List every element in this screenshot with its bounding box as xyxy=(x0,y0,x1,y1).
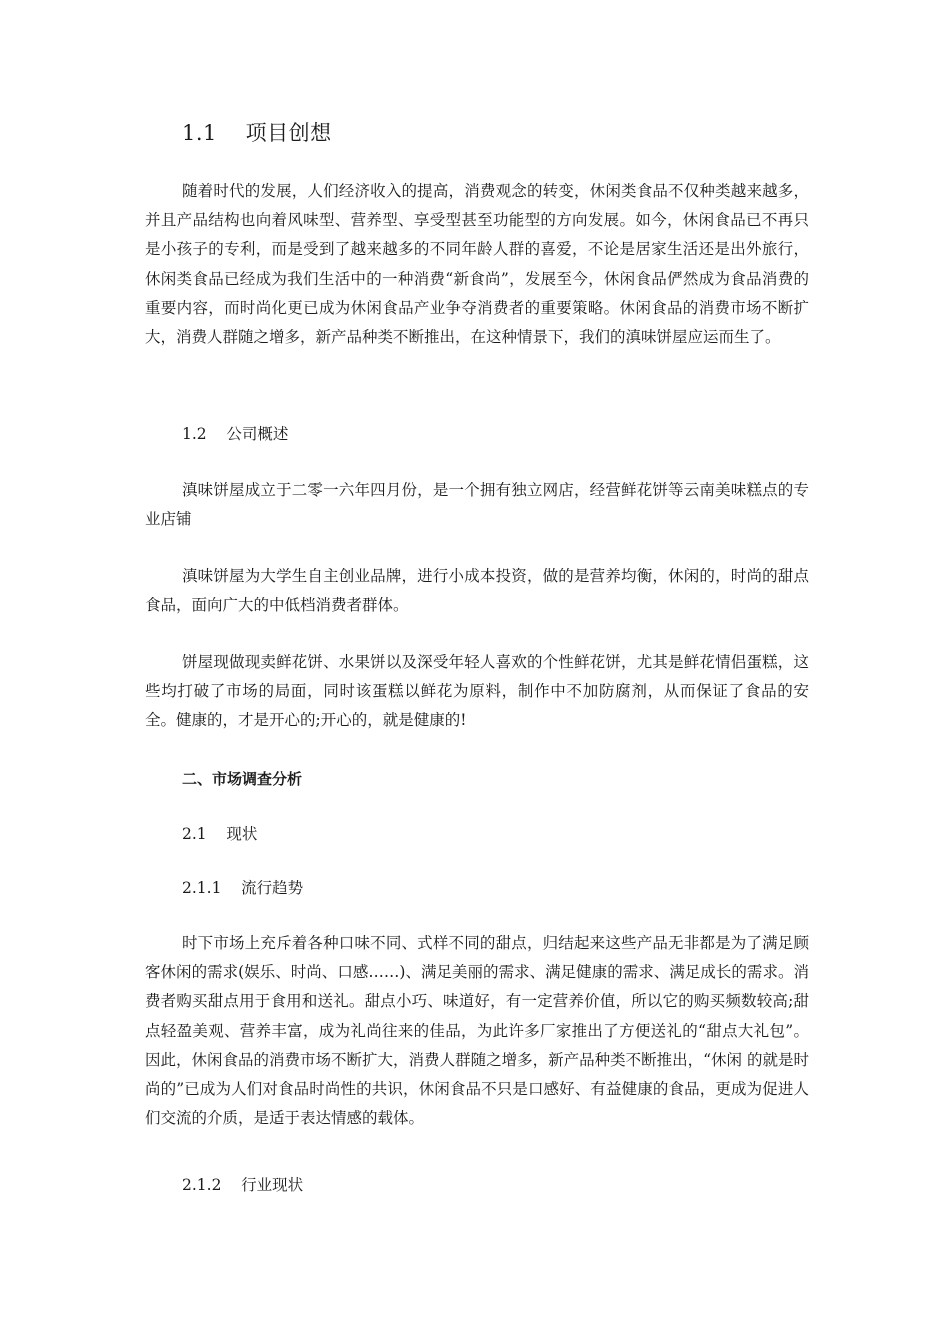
paragraph-trends: 时下市场上充斥着各种口味不同、式样不同的甜点，归结起来这些产品无非都是为了满足顾客休闲的需求(娱乐、时尚、口感……)、满足美丽的需求、满足健康的需求、满足成长的需求。消费者购买甜点用于食用和送礼。甜点小巧、味道好，有一定营养价值，所以它的购买频数较高;甜点轻盈美观、营养丰富，成为礼尚往来的佳品，为此许多厂家推出了方便送礼的“甜点大礼包”。因此，休闲食品的消费市场不断扩大，消费人群随之增多，新产品种类不断推出，“休闲 的就是时尚的”已成为人们对食品时尚性的共识，休闲食品不只是口感好、有益健康的食品，更成为促进人们交流的介质，是适于表达情感的载体。 xyxy=(145,934,809,1128)
heading-2-1-1: 2.1.1 流行趋势 xyxy=(182,879,304,897)
paragraph-company-products: 饼屋现做现卖鲜花饼、水果饼以及深受年轻人喜欢的个性鲜花饼，尤其是鲜花情侣蛋糕，这些均打破了市场的局面，同时该蛋糕以鲜花为原料，制作中不加防腐剂，从而保证了食品的安全。健康的，才是开心的;开心的，就是健康的! xyxy=(145,653,809,730)
heading-2-market-analysis: 二、市场调查分析 xyxy=(182,770,303,788)
paragraph-project-idea: 随着时代的发展，人们经济收入的提高，消费观念的转变，休闲类食品不仅种类越来越多，并且产品结构也向着风味型、营养型、享受型甚至功能型的方向发展。如今，休闲食品已不再只是小孩子的专利，而是受到了越来越多的不同年龄人群的喜爱，不论是居家生活还是出外旅行，休闲类食品已经成为我们生活中的一种消费“新食尚”，发展至今，休闲食品俨然成为食品消费的重要内容，而时尚化更已成为休闲食品产业争夺消费者的重要策略。休闲食品的消费市场不断扩大，消费人群随之增多，新产品种类不断推出，在这种情景下，我们的滇味饼屋应运而生了。 xyxy=(145,182,809,347)
paragraph-company-founded: 滇味饼屋成立于二零一六年四月份，是一个拥有独立网店，经营鲜花饼等云南美味糕点的专业店铺 xyxy=(145,481,809,529)
heading-2-1: 2.1 现状 xyxy=(182,825,258,843)
paragraph-company-brand: 滇味饼屋为大学生自主创业品牌，进行小成本投资，做的是营养均衡，休闲的，时尚的甜点食品，面向广大的中低档消费者群体。 xyxy=(145,567,809,615)
heading-1-2: 1.2 公司概述 xyxy=(182,425,289,443)
heading-1-1: 1.1 项目创想 xyxy=(182,121,332,145)
heading-2-1-2: 2.1.2 行业现状 xyxy=(182,1176,304,1194)
